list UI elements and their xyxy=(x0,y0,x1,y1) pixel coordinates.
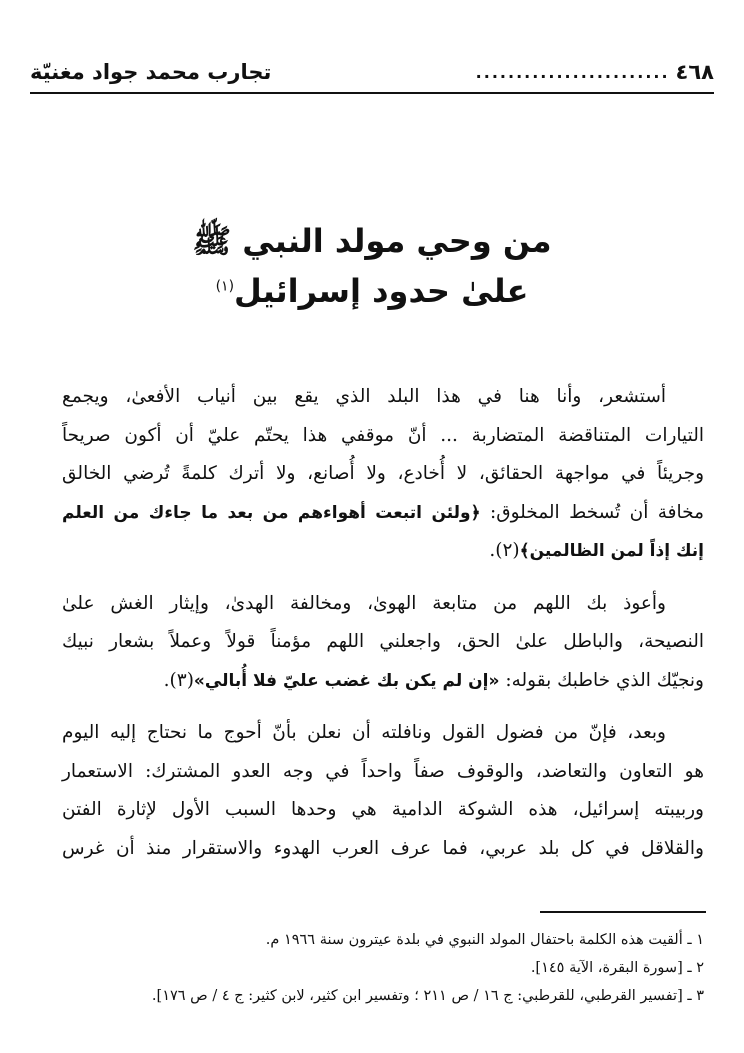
text-line xyxy=(62,714,704,753)
text-segment: التيارات المتناقضة المتضاربة ... أنّ موقفي هذا يحتّم عليّ أن أكون صريحاً xyxy=(62,424,704,446)
text-segment: والقلاقل في كل بلد عربي، فما عرف العرب الهدوء والاستقرار منذ أن غرس xyxy=(62,837,704,859)
paragraph-gap xyxy=(62,700,704,714)
text-segment: ونجيّك الذي خاطبك بقوله: xyxy=(499,669,704,691)
text-line xyxy=(62,494,704,533)
text-line xyxy=(62,753,704,792)
text-segment: وربيبته إسرائيل، هذه الشوكة الدامية هي وحدها السبب الأول لإثارة الفتن xyxy=(62,799,704,820)
text-line xyxy=(62,378,704,417)
text-segment: هو التعاون والتعاضد، والوقوف صفاً واحداً في وجه العدو المشترك: الاستعمار xyxy=(62,760,704,782)
chapter-title-line-2 xyxy=(0,272,744,310)
leader-dots: ........................ xyxy=(475,62,670,82)
running-header xyxy=(30,52,714,94)
text-segment: مخافة أن تُسخط المخلوق: xyxy=(480,501,704,523)
text-line xyxy=(62,585,704,624)
quotation-text: ﴿ولئن اتبعت أهواءهم من بعد ما جاءك من العلم xyxy=(62,502,481,523)
chapter-title-text: علىٰ حدود إسرائيل xyxy=(234,272,529,310)
footnote-separator xyxy=(540,911,706,913)
chapter-title-line-1: من وحي مولد النبي ﷺ xyxy=(192,222,552,260)
text-segment: النصيحة، والباطل علىٰ الحق، واجعلني اللهم مؤمناً قولاً وعملاً بشعار نبيك xyxy=(62,631,704,652)
paragraph-gap xyxy=(62,571,704,585)
text-line xyxy=(62,791,704,830)
text-segment: (٣). xyxy=(163,669,194,691)
footnote-ref: (١) xyxy=(215,278,235,295)
footnotes xyxy=(40,926,704,1010)
text-line xyxy=(62,662,704,701)
quotation-text: إنك إذاً لمن الظالمين﴾ xyxy=(519,541,704,561)
text-line xyxy=(62,455,704,494)
text-line xyxy=(62,830,704,869)
quotation-text: «إن لم يكن بك غضب عليّ فلا أُبالي» xyxy=(193,670,500,691)
text-line xyxy=(62,532,704,571)
footnote-1: ١ ـ ألقيت هذه الكلمة باحتفال المولد النبوي في بلدة عيترون سنة ١٩٦٦ م. xyxy=(265,932,704,948)
text-segment: وأعوذ بك اللهم من متابعة الهوىٰ، ومخالفة الهدىٰ، وإيثار الغش علىٰ xyxy=(62,592,666,614)
body-text xyxy=(62,378,704,868)
text-segment: وبعد، فإنّ من فضول القول ونافلته أن نعلن بأنّ أحوج ما نحتاج إليه اليوم xyxy=(62,722,666,743)
text-line xyxy=(62,417,704,456)
book-title: تجارب محمد جواد مغنيّة xyxy=(30,60,272,84)
page-number: ٤٦٨ xyxy=(675,60,714,84)
footnote-2: ٢ ـ [سورة البقرة، الآية ١٤٥]. xyxy=(530,960,704,976)
text-line xyxy=(62,623,704,662)
text-segment: (٢). xyxy=(489,540,520,561)
text-segment: أستشعر، وأنا هنا في هذا البلد الذي يقع بين أنياب الأفعىٰ، ويجمع xyxy=(62,386,666,407)
footnote-3: ٣ ـ [تفسير القرطبي، للقرطبي: ج ١٦ / ص ٢١١ ؛ وتفسير ابن كثير، لابن كثير: ج ٤ / ص ١٧٦]. xyxy=(151,988,704,1004)
text-segment: وجريئاً في مواجهة الحقائق، لا أُخادع، ولا أُصانع، ولا أترك كلمةً تُرضي الخالق xyxy=(62,463,704,484)
